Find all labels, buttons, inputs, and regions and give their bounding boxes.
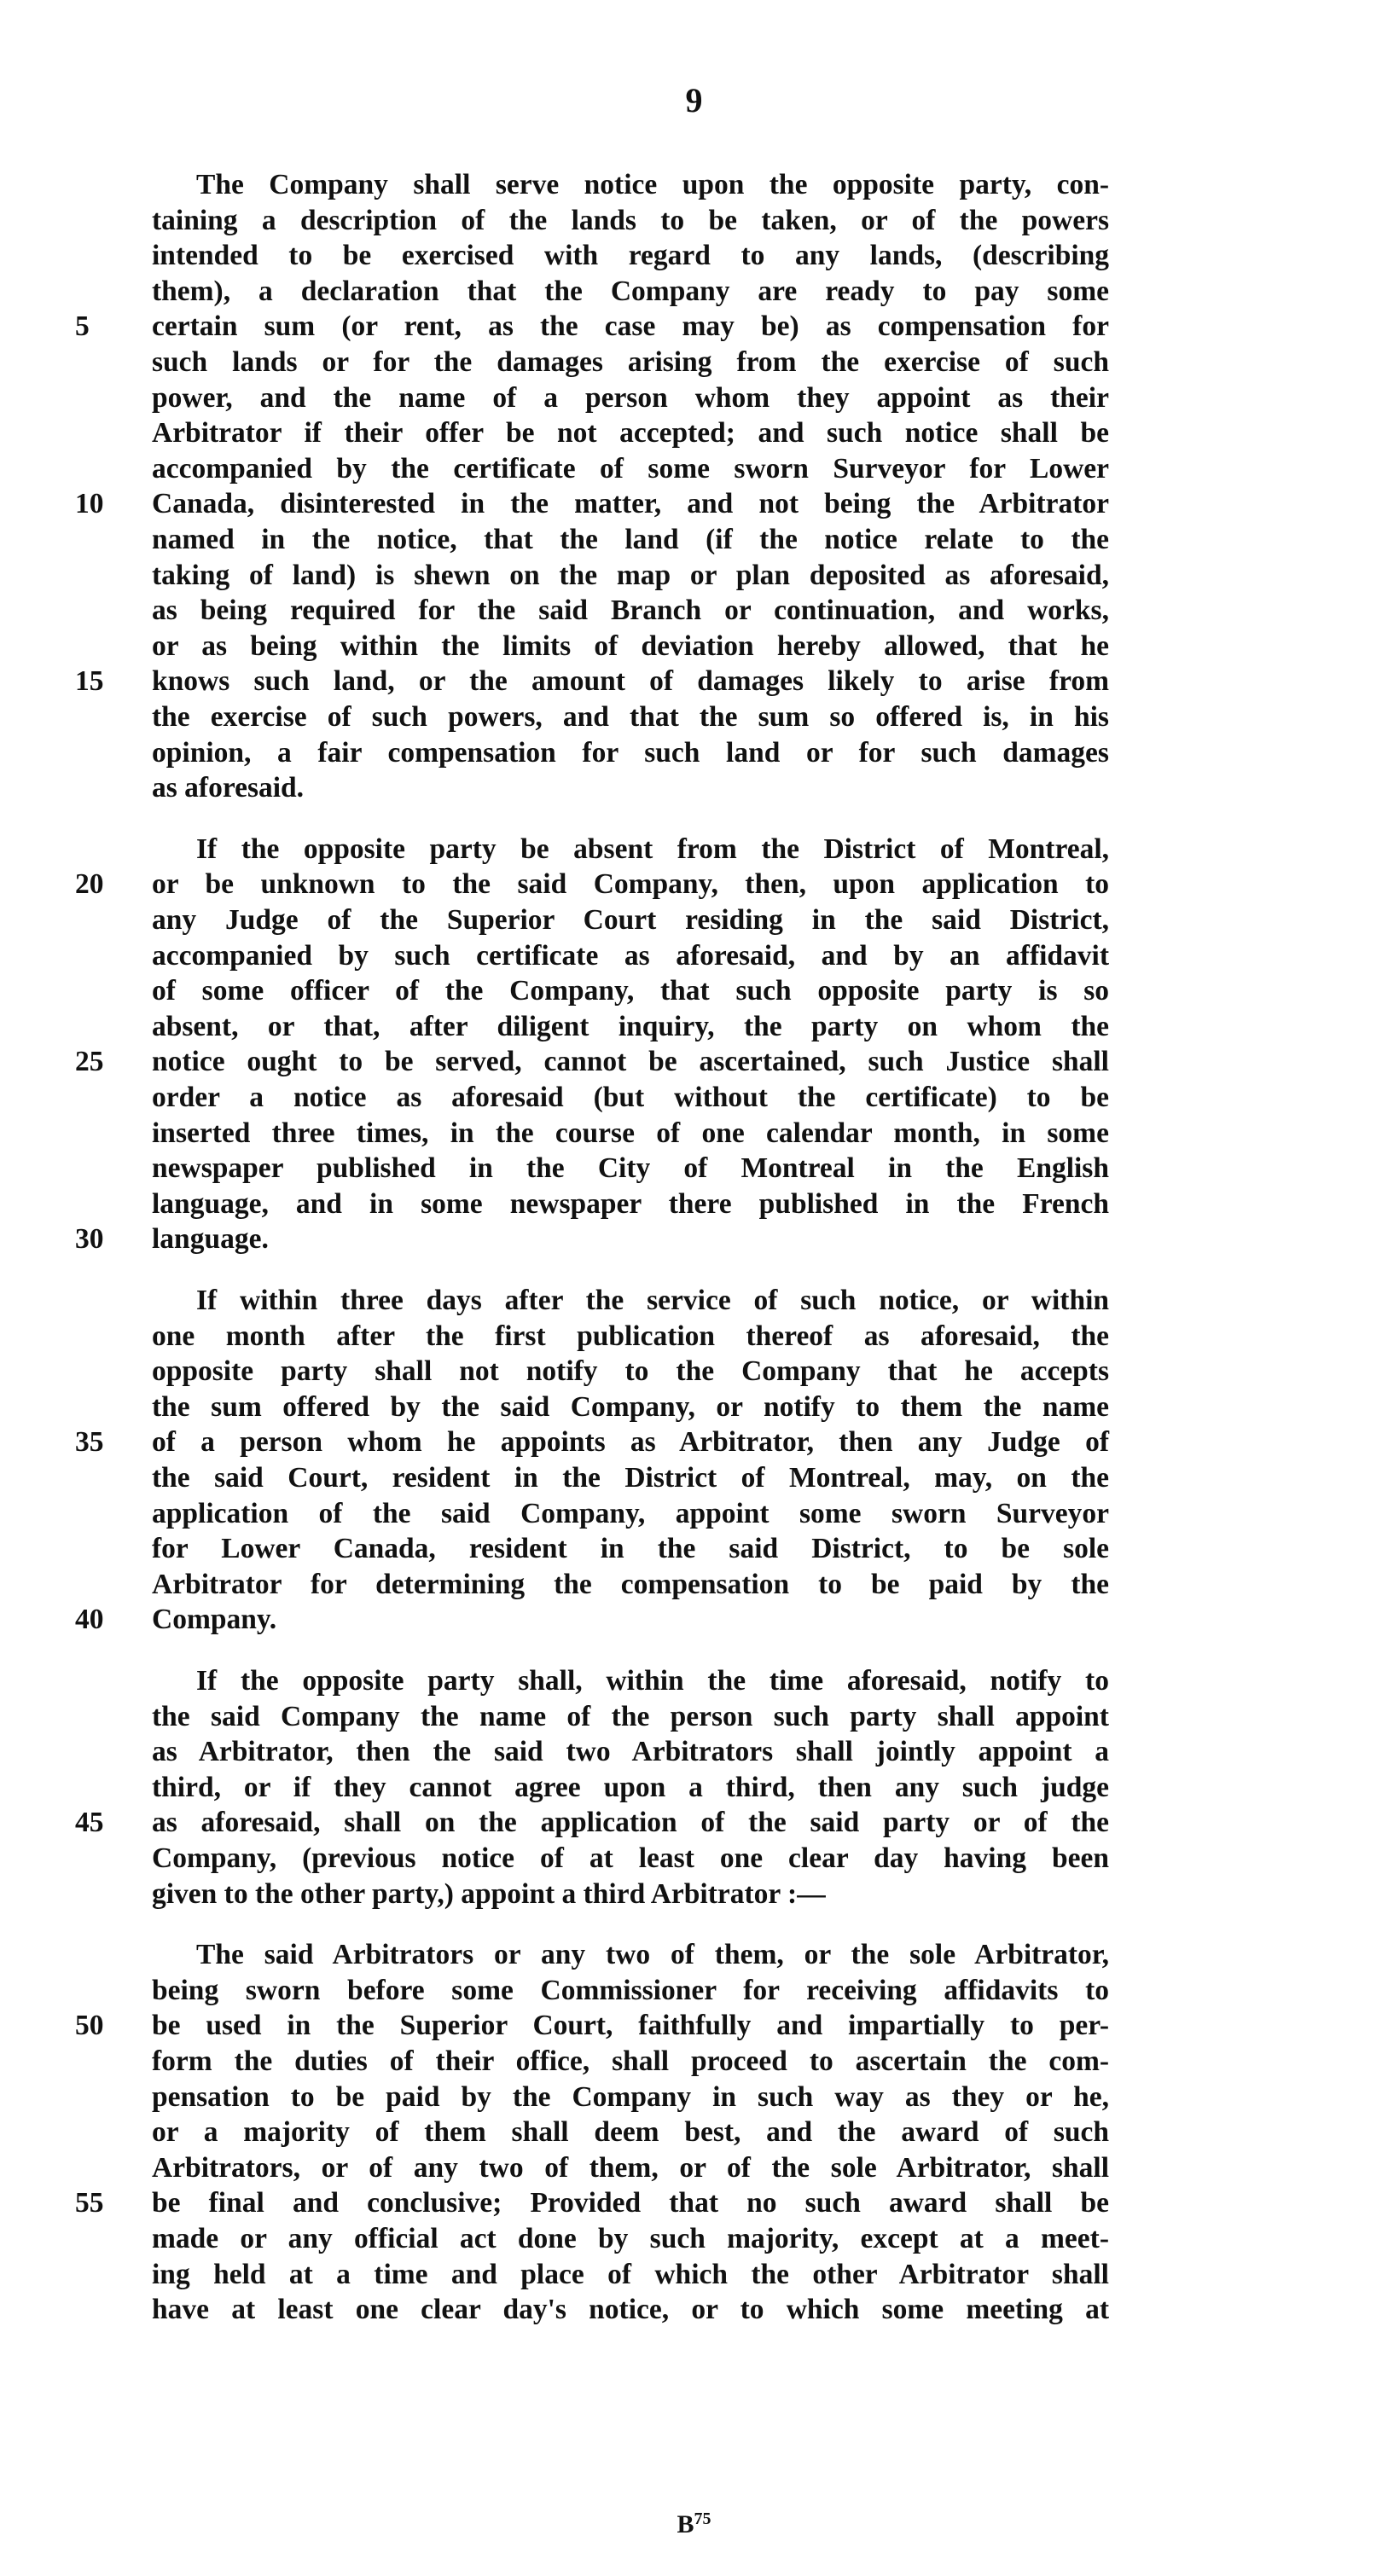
- page-number: 9: [685, 81, 703, 119]
- line-number: 35: [75, 1426, 104, 1458]
- text-line: opinion, a fair compensation for such land or for such damages: [152, 737, 1109, 769]
- text-line: taining a description of the lands to be taken, or of the powers: [152, 205, 1110, 236]
- text-line: Arbitrator if their offer be not accepted; and such notice shall be: [152, 417, 1109, 449]
- text-line: ing held at a time and place of which the other Arbitrator shall: [152, 2259, 1109, 2290]
- text-line: language, and in some newspaper there published in the French: [152, 1188, 1110, 1220]
- text-line: as Arbitrator, then the said two Arbitrators shall jointly appoint a: [152, 1736, 1110, 1767]
- text-line: The Company shall serve notice upon the opposite party, con-: [196, 169, 1109, 200]
- line-number: 10: [75, 488, 104, 519]
- text-line: them), a declaration that the Company are ready to pay some: [152, 276, 1109, 307]
- line-number: 20: [75, 868, 104, 900]
- line-number: 50: [75, 2010, 104, 2041]
- text-line: of a person whom he appoints as Arbitrator, then any Judge of: [152, 1426, 1109, 1458]
- text-line: the said Court, resident in the District of Montreal, may, on the: [152, 1462, 1109, 1494]
- line-number: 15: [75, 665, 104, 697]
- text-line: Arbitrators, or of any two of them, or of the sole Arbitrator, shall: [152, 2152, 1110, 2184]
- line-number: 45: [75, 1807, 104, 1838]
- text-line: language.: [152, 1223, 269, 1255]
- text-line: absent, or that, after diligent inquiry, the party on whom the: [152, 1011, 1110, 1042]
- text-line: Arbitrator for determining the compensation to be paid by the: [152, 1569, 1109, 1600]
- text-line: have at least one clear day's notice, or to which some meeting at: [152, 2294, 1109, 2325]
- text-line: third, or if they cannot agree upon a third, then any such judge: [152, 1772, 1109, 1803]
- text-line: made or any official act done by such majority, except at a meet-: [152, 2223, 1109, 2254]
- text-line: accompanied by the certificate of some sworn Surveyor for Lower: [152, 453, 1110, 484]
- text-line: be used in the Superior Court, faithfully and impartially to per-: [152, 2010, 1110, 2041]
- text-line: taking of land) is shewn on the map or plan deposited as aforesaid,: [152, 560, 1109, 591]
- text-line: notice ought to be served, cannot be ascertained, such Justice shall: [152, 1046, 1109, 1077]
- text-line: or as being within the limits of deviation hereby allowed, that he: [152, 630, 1110, 662]
- text-line: inserted three times, in the course of one calendar month, in some: [152, 1117, 1109, 1149]
- text-line: as being required for the said Branch or continuation, and works,: [152, 595, 1109, 626]
- text-line: the said Company the name of the person such party shall appoint: [152, 1701, 1109, 1732]
- text-line: for Lower Canada, resident in the said District, to be sole: [152, 1533, 1110, 1564]
- text-line: Company, (previous notice of at least one clear day having been: [152, 1842, 1109, 1874]
- text-line: If within three days after the service of such notice, or within: [196, 1285, 1110, 1316]
- text-line: opposite party shall not notify to the Company that he accepts: [152, 1355, 1110, 1387]
- text-line: of some officer of the Company, that such opposite party is so: [152, 975, 1110, 1007]
- text-line: form the duties of their office, shall proceed to ascertain the com-: [152, 2045, 1110, 2077]
- text-line: certain sum (or rent, as the case may be) as compensation for: [152, 310, 1109, 342]
- text-line: as aforesaid, shall on the application of the said party or of the: [152, 1807, 1110, 1838]
- text-line: knows such land, or the amount of damages likely to arise from: [152, 665, 1109, 697]
- text-line: named in the notice, that the land (if the notice relate to the: [152, 524, 1109, 555]
- text-line: pensation to be paid by the Company in such way as they or he,: [152, 2081, 1109, 2113]
- text-line: any Judge of the Superior Court residing in the said District,: [152, 904, 1110, 936]
- line-number: 40: [75, 1604, 104, 1635]
- text-line: Company.: [152, 1604, 277, 1635]
- line-number: 5: [75, 310, 90, 342]
- text-line: If the opposite party shall, within the time aforesaid, notify to: [196, 1665, 1109, 1697]
- printer-signature-mark: [0, 2502, 1388, 2542]
- text-line: the exercise of such powers, and that the sum so offered is, in his: [152, 701, 1109, 733]
- text-line: such lands or for the damages arising from the exercise of such: [152, 346, 1109, 378]
- text-line: power, and the name of a person whom they appoint as their: [152, 382, 1109, 414]
- signature-number: 75: [694, 2509, 711, 2528]
- text-line: application of the said Company, appoint some sworn Surveyor: [152, 1498, 1110, 1529]
- text-line: one month after the first publication thereof as aforesaid, the: [152, 1320, 1109, 1352]
- signature-letter: B: [677, 2510, 694, 2538]
- text-line: The said Arbitrators or any two of them, or the sole Arbitrator,: [196, 1939, 1109, 1970]
- text-line: given to the other party,) appoint a third Arbitrator :—: [152, 1878, 826, 1910]
- text-line: the sum offered by the said Company, or notify to them the name: [152, 1391, 1110, 1423]
- line-number: 30: [75, 1223, 104, 1255]
- text-line: be final and conclusive; Provided that no such award shall be: [152, 2187, 1110, 2219]
- text-line: being sworn before some Commissioner for receiving affidavits to: [152, 1975, 1109, 2006]
- text-line: accompanied by such certificate as aforesaid, and by an affidavit: [152, 940, 1110, 972]
- text-line: as aforesaid.: [152, 772, 305, 804]
- line-number: 55: [75, 2187, 104, 2219]
- text-line: intended to be exercised with regard to any lands, (describing: [152, 240, 1110, 271]
- text-line: or a majority of them shall deem best, and the award of such: [152, 2116, 1110, 2148]
- text-line: newspaper published in the City of Montreal in the English: [152, 1152, 1109, 1184]
- line-number: 25: [75, 1046, 104, 1077]
- text-line: Canada, disinterested in the matter, and not being the Arbitrator: [152, 488, 1110, 519]
- text-line: If the opposite party be absent from the District of Montreal,: [196, 833, 1110, 865]
- text-line: or be unknown to the said Company, then, upon application to: [152, 868, 1109, 900]
- text-line: order a notice as aforesaid (but without the certificate) to be: [152, 1082, 1109, 1113]
